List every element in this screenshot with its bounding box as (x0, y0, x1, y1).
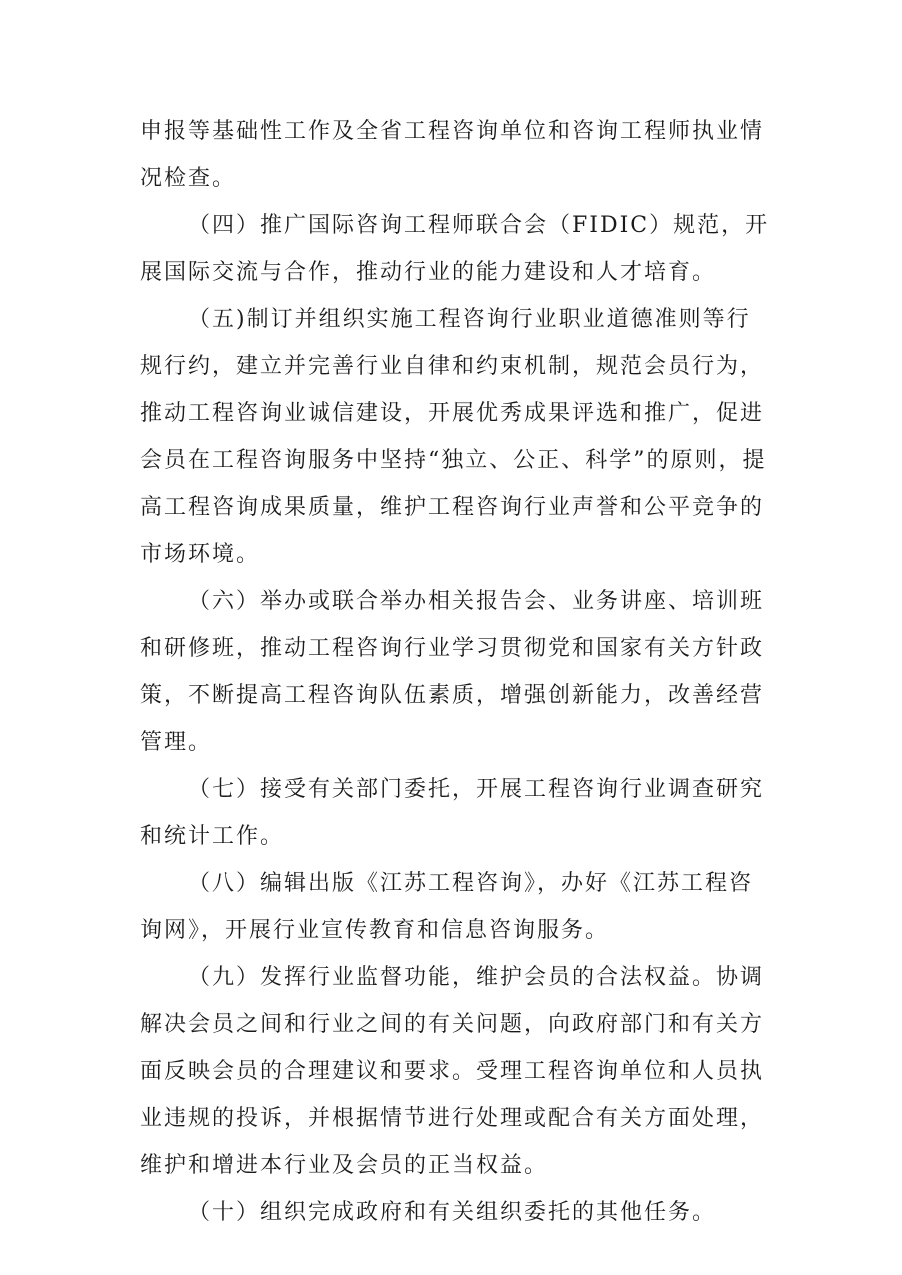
paragraph-item-4: （四）推广国际咨询工程师联合会（FIDIC）规范，开展国际交流与合作，推动行业的能力建设和人才培育。 (140, 213, 770, 285)
paragraph-item-10: （十）组织完成政府和有关组织委托的其他任务。 (188, 1200, 717, 1225)
paragraph-item-8: （八）编辑出版《江苏工程咨询》，办好《江苏工程咨询网》，开展行业宣传教育和信息咨询服务。 (140, 871, 754, 943)
paragraph-item-5: （五)制订并组织实施工程咨询行业职业道德准则等行规行约，建立并完善行业自律和约束机制，规范会员行为，推动工程咨询业诚信建设，开展优秀成果评选和推广，促进会员在工程咨询服务中坚持“独立、公正、科学”的原则，提高工程咨询成果质量，维护工程咨询行业声誉和公平竞争的市场环境。 (140, 307, 767, 567)
paragraph-continued: 申报等基础性工作及全省工程咨询单位和咨询工程师执业情况检查。 (140, 119, 765, 191)
paragraph-item-6: （六）举办或联合举办相关报告会、业务讲座、培训班和研修班，推动工程咨询行业学习贯彻党和国家有关方针政策，不断提高工程咨询队伍素质，增强创新能力，改善经营管理。 (140, 589, 765, 755)
document-body (140, 108, 770, 1236)
paragraph-item-9: （九）发挥行业监督功能，维护会员的合法权益。协调解决会员之间和行业之间的有关问题，向政府部门和有关方面反映会员的合理建议和要求。受理工程咨询单位和人员执业违规的投诉，并根据情节进行处理或配合有关方面处理，维护和增进本行业及会员的正当权益。 (140, 965, 765, 1178)
paragraph-item-7: （七）接受有关部门委托，开展工程咨询行业调查研究和统计工作。 (140, 777, 765, 849)
